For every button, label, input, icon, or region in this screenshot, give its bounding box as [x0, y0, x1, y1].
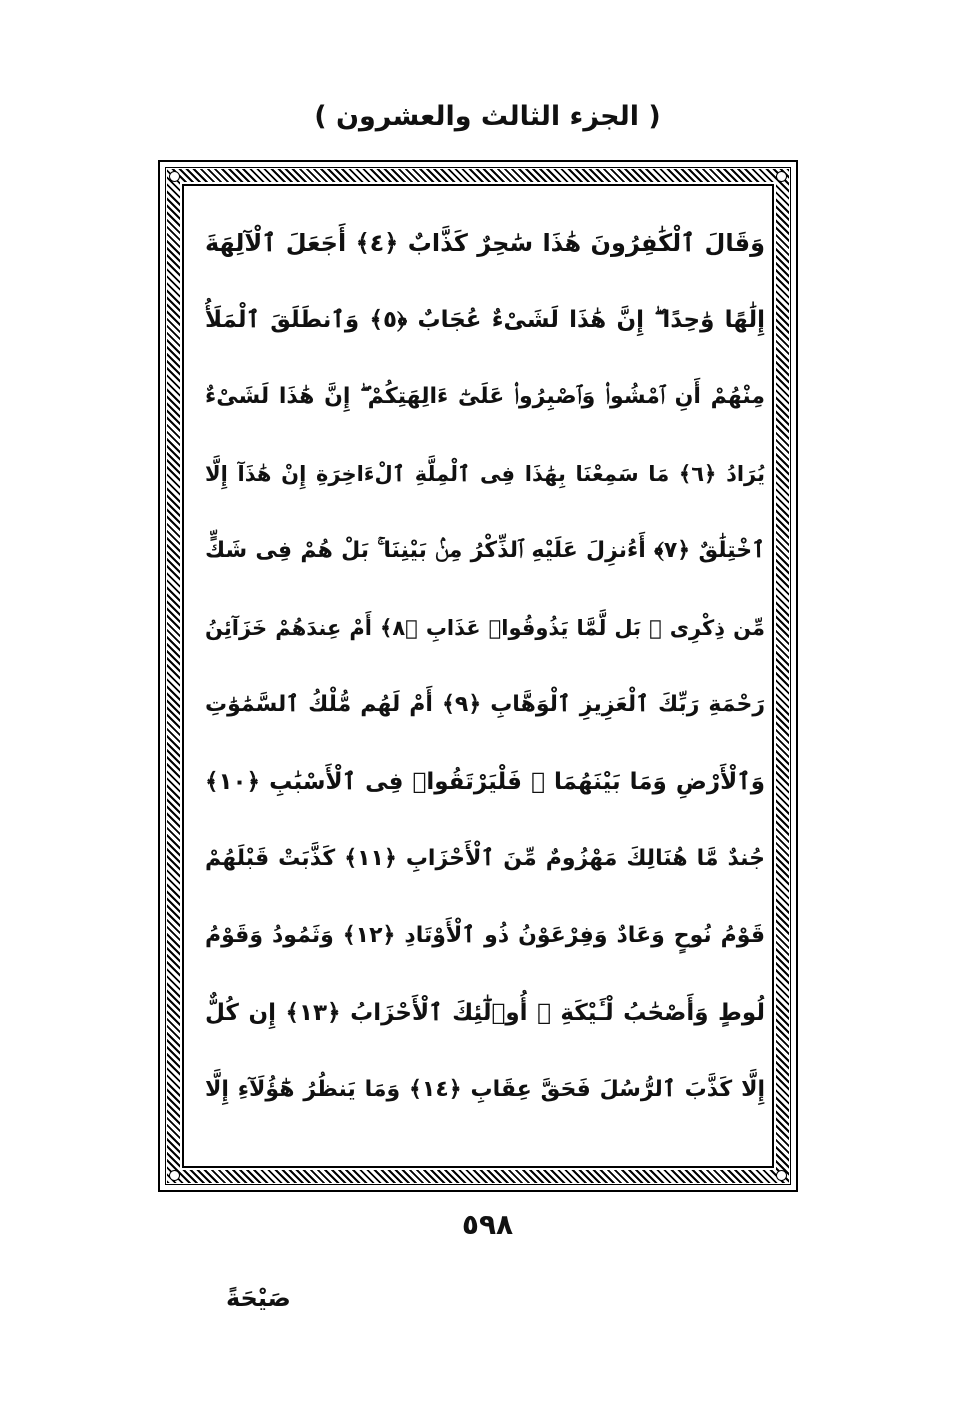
verse-line-1: وَقَالَ ٱلْكَٰفِرُونَ هَٰذَا سَٰحِرٌ كَذَّابٌ ﴿٤﴾ أَجَعَلَ ٱلْآلِهَةَ	[205, 229, 765, 257]
juz-header: ( الجزء الثالث والعشرون )	[314, 101, 661, 132]
verse-line-8: وَٱلْأَرْضِ وَمَا بَيْنَهُمَا ۖ فَلْيَرْتَقُوا۟ فِى ٱلْأَسْبَٰبِ ﴿١٠﴾	[205, 769, 765, 795]
verse-line-5: ٱخْتِلَٰقٌ ﴿٧﴾ أَءُنزِلَ عَلَيْهِ ٱلذِّكْرُ مِنۢ بَيْنِنَا ۚ بَلْ هُمْ فِى شَكٍّ	[205, 538, 765, 563]
corner-ornament-icon	[776, 1170, 787, 1181]
verse-line-7: رَحْمَةِ رَبِّكَ ٱلْعَزِيزِ ٱلْوَهَّابِ ﴿٩﴾ أَمْ لَهُم مُّلْكُ ٱلسَّمَٰوَٰتِ	[205, 692, 765, 717]
page-number: ٥٩٨	[461, 1208, 514, 1241]
quran-text-block	[205, 205, 765, 1155]
verse-line-12: إِلَّا كَذَّبَ ٱلرُّسُلَ فَحَقَّ عِقَابِ ﴿١٤﴾ وَمَا يَنظُرُ هَٰٓؤُلَآءِ إِلَّا	[205, 1077, 765, 1102]
catchword: صَيْحَةً	[226, 1284, 291, 1312]
verse-line-4: يُرَادُ ﴿٦﴾ مَا سَمِعْنَا بِهَٰذَا فِى ٱلْمِلَّةِ ٱلْءَاخِرَةِ إِنْ هَٰذَآ إِلَّا	[205, 462, 765, 486]
corner-ornament-icon	[169, 1170, 180, 1181]
corner-ornament-icon	[776, 171, 787, 182]
verse-line-3: مِنْهُمْ أَنِ ٱمْشُوا۟ وَٱصْبِرُوا۟ عَلَىٰٓ ءَالِهَتِكُمْ ۖ إِنَّ هَٰذَا لَشَىْءٌ	[205, 384, 765, 409]
verse-line-10: قَوْمُ نُوحٍ وَعَادٌ وَفِرْعَوْنُ ذُو ٱلْأَوْتَادِ ﴿١٢﴾ وَثَمُودُ وَقَوْمُ	[205, 923, 765, 948]
verse-line-11: لُوطٍ وَأَصْحَٰبُ لْـَٔيْكَةِ ۚ أُو۟لَٰٓئِكَ ٱلْأَحْزَابُ ﴿١٣﴾ إِن كُلٌّ	[205, 1000, 765, 1026]
corner-ornament-icon	[169, 171, 180, 182]
verse-line-9: جُندٌ مَّا هُنَالِكَ مَهْزُومٌ مِّنَ ٱلْأَحْزَابِ ﴿١١﴾ كَذَّبَتْ قَبْلَهُمْ	[205, 846, 765, 871]
verse-line-6: مِّن ذِكْرِى ۖ بَل لَّمَّا يَذُوقُوا۟ عَذَابِ ﴿٨﴾ أَمْ عِندَهُمْ خَزَآئِنُ	[205, 616, 765, 640]
verse-line-2: إِلَٰهًا وَٰحِدًا ۖ إِنَّ هَٰذَا لَشَىْءٌ عُجَابٌ ﴿٥﴾ وَٱنطَلَقَ ٱلْمَلَأُ	[205, 307, 765, 333]
